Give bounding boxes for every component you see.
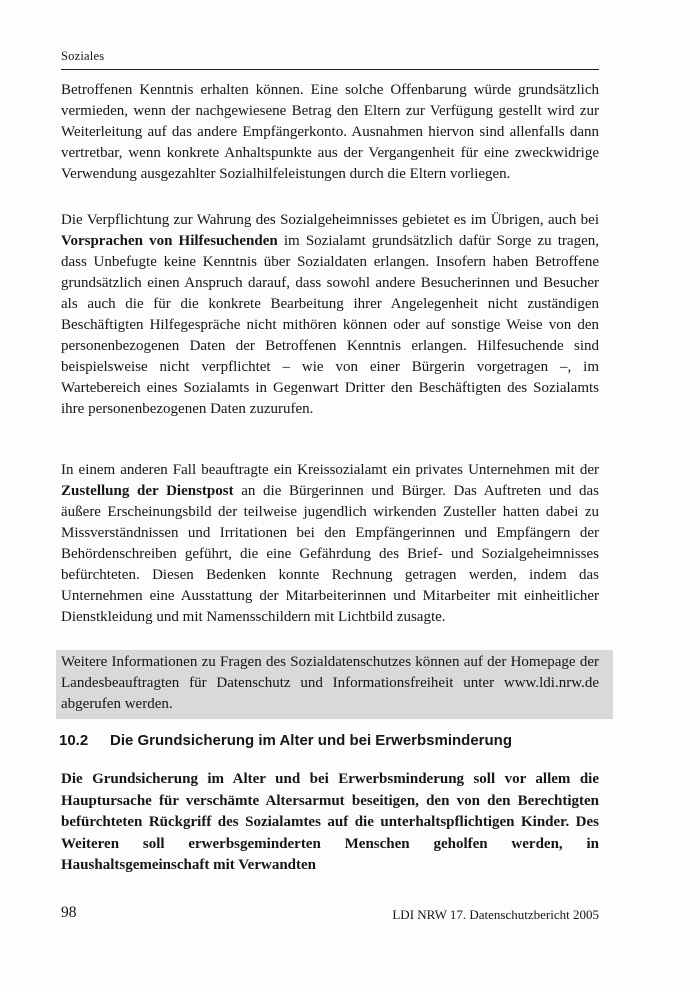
- paragraph-text: Die Verpflichtung zur Wahrung des Sozialgeheimnisses gebietet es im Übrigen, auch bei: [61, 212, 599, 228]
- info-box: [56, 650, 613, 719]
- paragraph-text: Betroffenen Kenntnis erhalten können. Eine solche Offenbarung würde grundsätzlich vermieden, wenn der nachgewiesene Betrag den Eltern zur Verfügung gestellt wird zur Weiterleitung auf das andere Empfängerkonto. Ausnahmen hiervon sind allenfalls dann vertretbar, wenn konkrete Anhaltspunkte aus der Vergangenheit für eine zweckwidrige Verwendung ausgezahlter Sozialhilfeleistungen durch die Eltern vorliegen.: [61, 82, 599, 182]
- lead-paragraph-text: Die Grundsicherung im Alter und bei Erwerbsminderung soll vor allem die Hauptursache für verschämte Altersarmut beseitigen, den von den Berechtigten befürchteten Rückgriff des Sozialamtes auf die unterhaltspflichtigen Kinder. Des Weiteren soll erwerbsgeminderten Menschen geholfen werden, in Haushaltsgemeinschaft mit Verwandten: [61, 771, 599, 873]
- body-paragraph-1: [61, 80, 599, 185]
- info-box-text: Weitere Informationen zu Fragen des Sozialdatenschutzes können auf der Homepage der Landesbeauftragten für Datenschutz und Informationsfreiheit unter www.ldi.nrw.de abgerufen werden.: [61, 654, 599, 712]
- paragraph-text: an die Bürgerinnen und Bürger. Das Auftreten und das äußere Erscheinungsbild der teilweise jugendlich wirkenden Zusteller hatten dabei zu Missverständnissen und Irritationen bei den Empfängerinnen und Empfängern der Behördenschreiben geführt, die eine Gefährdung des Brief- und Sozialgeheimnisses befürchteten. Diesen Bedenken konnte Rechnung getragen werden, indem das Unternehmen eine Ausstattung der Mitarbeiterinnen und Mitarbeiter mit einheitlicher Dienstkleidung und mit Namensschildern mit Lichtbild zusagte.: [61, 483, 599, 625]
- bold-keyword-vorsprachen: Vorsprachen von Hilfesuchenden: [61, 233, 278, 249]
- lead-paragraph: [61, 769, 599, 877]
- bold-keyword-zustellung: Zustellung der Dienstpost: [61, 483, 234, 499]
- footer-page-number: 98: [61, 904, 77, 921]
- section-heading: [59, 732, 597, 749]
- running-header: [61, 47, 599, 70]
- section-title: Die Grundsicherung im Alter und bei Erwerbsminderung: [110, 732, 512, 749]
- paragraph-text: im Sozialamt grundsätzlich dafür Sorge zu tragen, dass Unbefugte keine Kenntnis über Sozialdaten erlangen. Insofern haben Betroffene grundsätzlich einen Anspruch darauf, dass sowohl andere Besucherinnen und Besucher als auch die für die konkrete Bearbeitung ihrer Angelegenheit nicht zuständigen Beschäftigten Hilfegespräche nicht mithören können oder auf sonstige Weise von den personenbezogenen Daten der Betroffenen Kenntnis erlangen. Hilfesuchende sind beispielsweise nicht verpflichtet – wie von einer Bürgerin vorgetragen –, im Wartebereich eines Sozialamts in Gegenwart Dritter den Beschäftigten des Sozialamts ihre personenbezogenen Daten zuzurufen.: [61, 233, 599, 417]
- footer-report-title: LDI NRW 17. Datenschutzbericht 2005: [392, 907, 599, 922]
- running-header-label: Soziales: [61, 49, 105, 63]
- body-paragraph-3: [61, 460, 599, 628]
- section-number: 10.2: [59, 732, 89, 749]
- paragraph-text: In einem anderen Fall beauftragte ein Kreissozialamt ein privates Unternehmen mit der: [61, 462, 599, 478]
- body-paragraph-2: [61, 210, 599, 420]
